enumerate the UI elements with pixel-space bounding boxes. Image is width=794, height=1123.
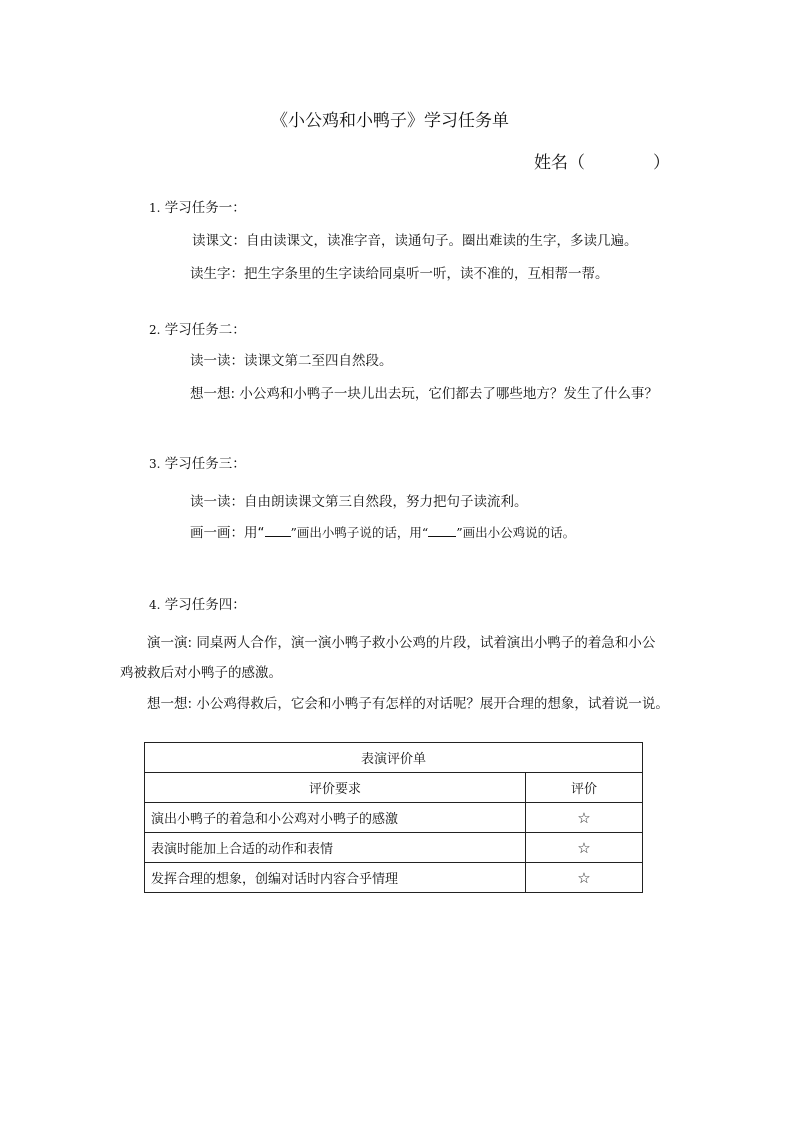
wavy-underline-blank (428, 524, 456, 537)
task-2-line-1: 读一读：读课文第二至四自然段。 (190, 353, 393, 369)
row-requirement: 发挥合理的想象，创编对话时内容合乎情理 (145, 863, 526, 893)
row-requirement: 演出小鸭子的着急和小公鸡对小鸭子的感激 (145, 803, 526, 833)
table-header-row (145, 773, 643, 803)
task-2-number: 2. (149, 323, 161, 337)
straight-underline-blank (265, 524, 291, 537)
header-requirement: 评价要求 (145, 773, 526, 803)
task-4-line-2: 鸡被救后对小鸭子的感激。 (120, 665, 282, 681)
task-3-number: 3. (149, 457, 161, 471)
star-icon[interactable]: ☆ (526, 863, 643, 893)
row-requirement: 表演时能加上合适的动作和表情 (145, 833, 526, 863)
evaluation-table (144, 742, 643, 893)
task-4-line-3: 想一想: 小公鸡得救后，它会和小鸭子有怎样的对话呢？展开合理的想象，试着说一说。 (147, 696, 669, 712)
table-title-row (145, 743, 643, 773)
task-2-title: 学习任务二： (164, 322, 246, 338)
table-row (145, 803, 643, 833)
header-rating: 评价 (526, 773, 643, 803)
task-2-line-2: 想一想: 小公鸡和小鸭子一块儿出去玩，它们都去了哪些地方？发生了什么事？ (190, 386, 658, 402)
draw-line-prefix: 画一画：用“ (190, 525, 265, 541)
task-1-heading (149, 196, 246, 216)
task-4-number: 4. (149, 598, 161, 612)
task-3-draw-line (190, 521, 575, 541)
task-1-line-1: 读课文：自由读课文，读准字音，读通句子。圈出难读的生字，多读几遍。 (192, 233, 638, 249)
draw-line-middle: ”画出小鸭子说的话，用“ (290, 525, 429, 540)
table-title: 表演评价单 (145, 743, 643, 773)
star-icon[interactable]: ☆ (526, 833, 643, 863)
name-field: 姓名（ ） (534, 153, 670, 173)
table-row (145, 833, 643, 863)
task-3-line-1: 读一读：自由朗读课文第三自然段，努力把句子读流利。 (190, 494, 528, 510)
task-1-line-2: 读生字：把生字条里的生字读给同桌听一听，读不准的，互相帮一帮。 (190, 266, 609, 282)
task-3-title: 学习任务三： (164, 456, 246, 472)
task-4-title: 学习任务四： (164, 597, 246, 613)
task-3-heading (149, 452, 246, 472)
task-2-heading (149, 318, 246, 338)
table-row (145, 863, 643, 893)
document-title: 《小公鸡和小鸭子》学习任务单 (271, 111, 509, 131)
task-1-title: 学习任务一： (164, 200, 246, 216)
draw-line-suffix: ”画出小公鸡说的话。 (456, 525, 576, 540)
task-1-number: 1. (149, 201, 161, 215)
task-4-heading (149, 593, 246, 613)
task-4-line-1: 演一演: 同桌两人合作，演一演小鸭子救小公鸡的片段，试着演出小鸭子的着急和小公 (147, 635, 656, 651)
star-icon[interactable]: ☆ (526, 803, 643, 833)
